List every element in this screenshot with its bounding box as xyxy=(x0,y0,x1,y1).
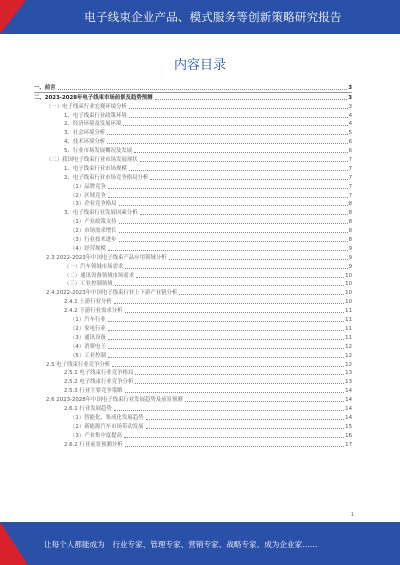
toc-leader-dots xyxy=(107,143,347,144)
toc-entry[interactable] xyxy=(34,208,352,217)
toc-entry-page: 10 xyxy=(345,272,352,279)
toc-leader-dots xyxy=(135,374,344,375)
toc-leader-dots xyxy=(108,357,344,358)
toc-entry-title: 2.6.1 行业发展趋势 xyxy=(64,405,112,412)
toc-entry-page: 4 xyxy=(348,112,352,119)
toc-entry[interactable] xyxy=(34,280,352,289)
toc-entry-title: （3）通讯设备 xyxy=(70,334,106,341)
toc-entry[interactable] xyxy=(34,422,352,431)
toc-entry[interactable] xyxy=(34,297,352,306)
toc-leader-dots xyxy=(146,419,345,420)
toc-entry[interactable] xyxy=(34,306,352,315)
toc-entry-page: 7 xyxy=(348,192,352,199)
toc-entry-page: 12 xyxy=(345,361,352,368)
report-title: 电子线束企业产品、模式服务等创新策略研究报告 xyxy=(84,10,342,24)
toc-entry[interactable] xyxy=(34,271,352,280)
toc-entry-page: 10 xyxy=(345,281,352,288)
toc-entry[interactable] xyxy=(34,262,352,271)
toc-leader-dots xyxy=(108,250,348,251)
toc-leader-dots xyxy=(108,348,344,349)
toc-leader-dots xyxy=(115,285,345,286)
toc-entry[interactable] xyxy=(34,200,352,209)
toc-entry-title: 一、前言 xyxy=(34,84,56,91)
toc-leader-dots xyxy=(58,89,348,90)
toc-leader-dots xyxy=(108,188,348,189)
toc-leader-dots xyxy=(119,241,348,242)
toc-entry[interactable] xyxy=(34,395,352,404)
toc-entry-title: （2）新能源汽车市场带动发展 xyxy=(70,423,144,430)
toc-entry-page: 16 xyxy=(345,432,352,439)
toc-entry-page: 14 xyxy=(345,388,352,395)
red-corner-decoration xyxy=(0,522,28,565)
toc-leader-dots xyxy=(119,223,348,224)
toc-leader-dots xyxy=(119,205,348,206)
toc-entry-page: 7 xyxy=(348,174,352,181)
bottom-banner xyxy=(0,522,400,565)
toc-heading: 内容目录 xyxy=(173,58,226,73)
toc-entry-page: 14 xyxy=(345,405,352,412)
toc-entry-page: 3 xyxy=(348,94,352,101)
toc-entry[interactable] xyxy=(34,182,352,191)
toc-entry[interactable] xyxy=(34,155,352,164)
toc-entry-title: 2、电子线束行业市场竞争格局分析 xyxy=(64,174,149,181)
top-banner xyxy=(0,0,400,34)
toc-entry[interactable] xyxy=(34,102,352,111)
toc-entry-page: 9 xyxy=(348,254,352,261)
toc-entry-title: （一）电子线束行业宏观环境分析 xyxy=(46,103,127,110)
toc-entry-page: 6 xyxy=(348,148,352,155)
toc-leader-dots xyxy=(169,259,348,260)
toc-entry[interactable] xyxy=(34,191,352,200)
toc-entry-page: 12 xyxy=(345,352,352,359)
toc-entry[interactable] xyxy=(34,84,352,93)
toc-entry-title: 3、社会环境分析 xyxy=(64,130,106,137)
toc-entry-page: 12 xyxy=(345,343,352,350)
toc-entry-title: （2）市场需求增长 xyxy=(70,228,117,235)
toc-leader-dots xyxy=(123,125,347,126)
toc-entry[interactable] xyxy=(34,369,352,378)
toc-entry[interactable] xyxy=(34,315,352,324)
toc-entry-title: 2.5.1 电子线束行业竞争格局 xyxy=(64,370,134,377)
toc-entry[interactable] xyxy=(34,235,352,244)
toc-entry-page: 7 xyxy=(348,183,352,190)
toc-leader-dots xyxy=(108,197,348,198)
red-corner-decoration xyxy=(0,0,26,34)
toc-entry[interactable] xyxy=(34,324,352,333)
toc-entry-title: 1、电子线束行业政策环境 xyxy=(64,112,127,119)
toc-entry-title: （5）工业控制 xyxy=(70,352,106,359)
toc-entry-title: 2.4.2 下游行业需求分析 xyxy=(64,308,123,315)
toc-entry-page: 11 xyxy=(345,334,352,341)
toc-entry-page: 13 xyxy=(345,379,352,386)
toc-entry-title: （4）经营规模 xyxy=(70,245,106,252)
toc-entry[interactable] xyxy=(34,440,352,449)
toc-leader-dots xyxy=(114,303,344,304)
toc-leader-dots xyxy=(125,446,345,447)
toc-entry-title: 2.6.2 行业前景预测分析 xyxy=(64,441,123,448)
toc-entry-title: （2）家电行业 xyxy=(70,325,106,332)
toc-entry-page: 11 xyxy=(345,317,352,324)
toc-entry[interactable] xyxy=(34,253,352,262)
toc-entry-title: 4、技术环境分析 xyxy=(64,139,106,146)
toc-entry-page: 8 xyxy=(348,201,352,208)
toc-entry[interactable] xyxy=(34,226,352,235)
toc-entry-title: 1、电子线束行业市场规模 xyxy=(64,165,127,172)
toc-entry[interactable] xyxy=(34,288,352,297)
toc-entry[interactable] xyxy=(34,333,352,342)
toc-entry[interactable] xyxy=(34,137,352,146)
table-of-contents xyxy=(34,84,352,449)
toc-leader-dots xyxy=(114,410,344,411)
toc-entry-page: 6 xyxy=(348,139,352,146)
toc-entry[interactable] xyxy=(34,377,352,386)
toc-entry-title: （1）品牌竞争 xyxy=(70,183,106,190)
toc-entry[interactable] xyxy=(34,404,352,413)
toc-entry-title: 2.4 2022-2023年中国电子线束行业上下游产业链分析 xyxy=(46,290,178,297)
toc-leader-dots xyxy=(140,161,348,162)
toc-entry-page: 8 xyxy=(348,210,352,217)
toc-entry-page: 9 xyxy=(348,245,352,252)
toc-entry-title: 2.5.2 电子线束行业竞争分析 xyxy=(64,379,134,386)
toc-entry[interactable] xyxy=(34,111,352,120)
toc-leader-dots xyxy=(135,383,344,384)
toc-leader-dots xyxy=(108,321,344,322)
toc-entry-page: 11 xyxy=(345,308,352,315)
toc-entry[interactable] xyxy=(34,120,352,129)
toc-entry-page: 17 xyxy=(345,441,352,448)
toc-entry[interactable] xyxy=(34,244,352,253)
toc-leader-dots xyxy=(112,366,344,367)
toc-entry-title: 2.5.3 行业主要竞争策略 xyxy=(64,388,123,395)
toc-entry-page: 10 xyxy=(345,290,352,297)
toc-entry-title: （4）消费电子 xyxy=(70,343,106,350)
toc-entry[interactable] xyxy=(34,413,352,422)
toc-entry-title: （3）企业竞争格局 xyxy=(70,201,117,208)
toc-leader-dots xyxy=(129,170,348,171)
toc-entry[interactable] xyxy=(34,173,352,182)
toc-entry-page: 14 xyxy=(345,397,352,404)
toc-entry-title: （三）工业控制领域 xyxy=(64,281,113,288)
toc-entry-page: 4 xyxy=(348,121,352,128)
toc-entry-page: 11 xyxy=(345,325,352,332)
toc-entry-title: 2、经济环境及发展环境 xyxy=(64,121,122,128)
toc-entry-page: 3 xyxy=(348,84,352,91)
toc-entry-title: （3）产业集中度提高 xyxy=(70,432,122,439)
toc-entry[interactable] xyxy=(34,128,352,137)
toc-leader-dots xyxy=(125,312,345,313)
toc-leader-dots xyxy=(140,214,348,215)
toc-entry-page: 9 xyxy=(348,263,352,270)
toc-entry-page: 5 xyxy=(348,130,352,137)
toc-leader-dots xyxy=(185,401,344,402)
toc-entry-title: 5、行业市场发展概况及发展 xyxy=(64,148,133,155)
toc-entry[interactable] xyxy=(34,360,352,369)
toc-entry-title: （2）区域竞争 xyxy=(70,192,106,199)
toc-entry-title: （一）汽车领域市场需求 xyxy=(64,263,124,270)
toc-entry-title: 2.4.1 上游行业分析 xyxy=(64,299,112,306)
toc-leader-dots xyxy=(136,277,344,278)
toc-entry-page: 8 xyxy=(348,228,352,235)
toc-entry-title: （1）智能化、集成化发展趋势 xyxy=(70,414,144,421)
toc-leader-dots xyxy=(124,437,344,438)
toc-entry-title: （二）我国电子线束行业市场发展现状 xyxy=(46,157,138,164)
page-number: 1 xyxy=(350,512,354,518)
toc-leader-dots xyxy=(179,294,344,295)
toc-entry[interactable] xyxy=(34,164,352,173)
toc-leader-dots xyxy=(125,392,345,393)
toc-entry-title: 2.3 2022-2023年中国电子线束产品应用领域分析 xyxy=(46,254,167,261)
toc-entry[interactable] xyxy=(34,342,352,351)
toc-entry-title: 2.6 2023-2028年中国电子线束行业发展趋势及前景预测 xyxy=(46,397,183,404)
toc-entry-page: 3 xyxy=(348,103,352,110)
toc-entry-title: （二）通讯设备领域市场需求 xyxy=(64,272,135,279)
toc-leader-dots xyxy=(134,152,347,153)
toc-entry-page: 7 xyxy=(348,165,352,172)
toc-entry[interactable] xyxy=(34,217,352,226)
toc-entry-page: 10 xyxy=(345,299,352,306)
toc-entry[interactable] xyxy=(34,351,352,360)
toc-entry-page: 8 xyxy=(348,219,352,226)
toc-entry-title: 3、电子线束行业发展因素分析 xyxy=(64,210,138,217)
toc-leader-dots xyxy=(125,268,347,269)
toc-leader-dots xyxy=(129,108,348,109)
toc-entry-page: 7 xyxy=(348,157,352,164)
toc-entry-title: （1）汽车行业 xyxy=(70,317,106,324)
toc-entry-page: 15 xyxy=(345,423,352,430)
toc-leader-dots xyxy=(155,99,348,100)
toc-entry-page: 8 xyxy=(348,237,352,244)
toc-entry-title: （3）行业技术进步 xyxy=(70,237,117,244)
toc-leader-dots xyxy=(119,232,348,233)
toc-entry-title: （1）产业政策支持 xyxy=(70,219,117,226)
toc-entry-page: 13 xyxy=(345,370,352,377)
toc-leader-dots xyxy=(146,428,345,429)
toc-leader-dots xyxy=(108,339,344,340)
toc-entry[interactable] xyxy=(34,431,352,440)
toc-entry[interactable] xyxy=(34,93,352,102)
toc-leader-dots xyxy=(107,134,347,135)
toc-entry-page: 14 xyxy=(345,414,352,421)
toc-entry-title: 2.5 电子线束行业竞争分析 xyxy=(46,361,111,368)
toc-entry-title: 二、2023-2028年电子线束市场前景及趋势预测 xyxy=(34,94,153,101)
toc-entry[interactable] xyxy=(34,146,352,155)
toc-leader-dots xyxy=(108,330,344,331)
toc-entry[interactable] xyxy=(34,386,352,395)
toc-leader-dots xyxy=(150,179,347,180)
toc-leader-dots xyxy=(129,117,348,118)
footer-slogan: 让每个人都能成为 行业专家、管理专家、营销专家、战略专家、成为企业家…… xyxy=(44,540,318,549)
